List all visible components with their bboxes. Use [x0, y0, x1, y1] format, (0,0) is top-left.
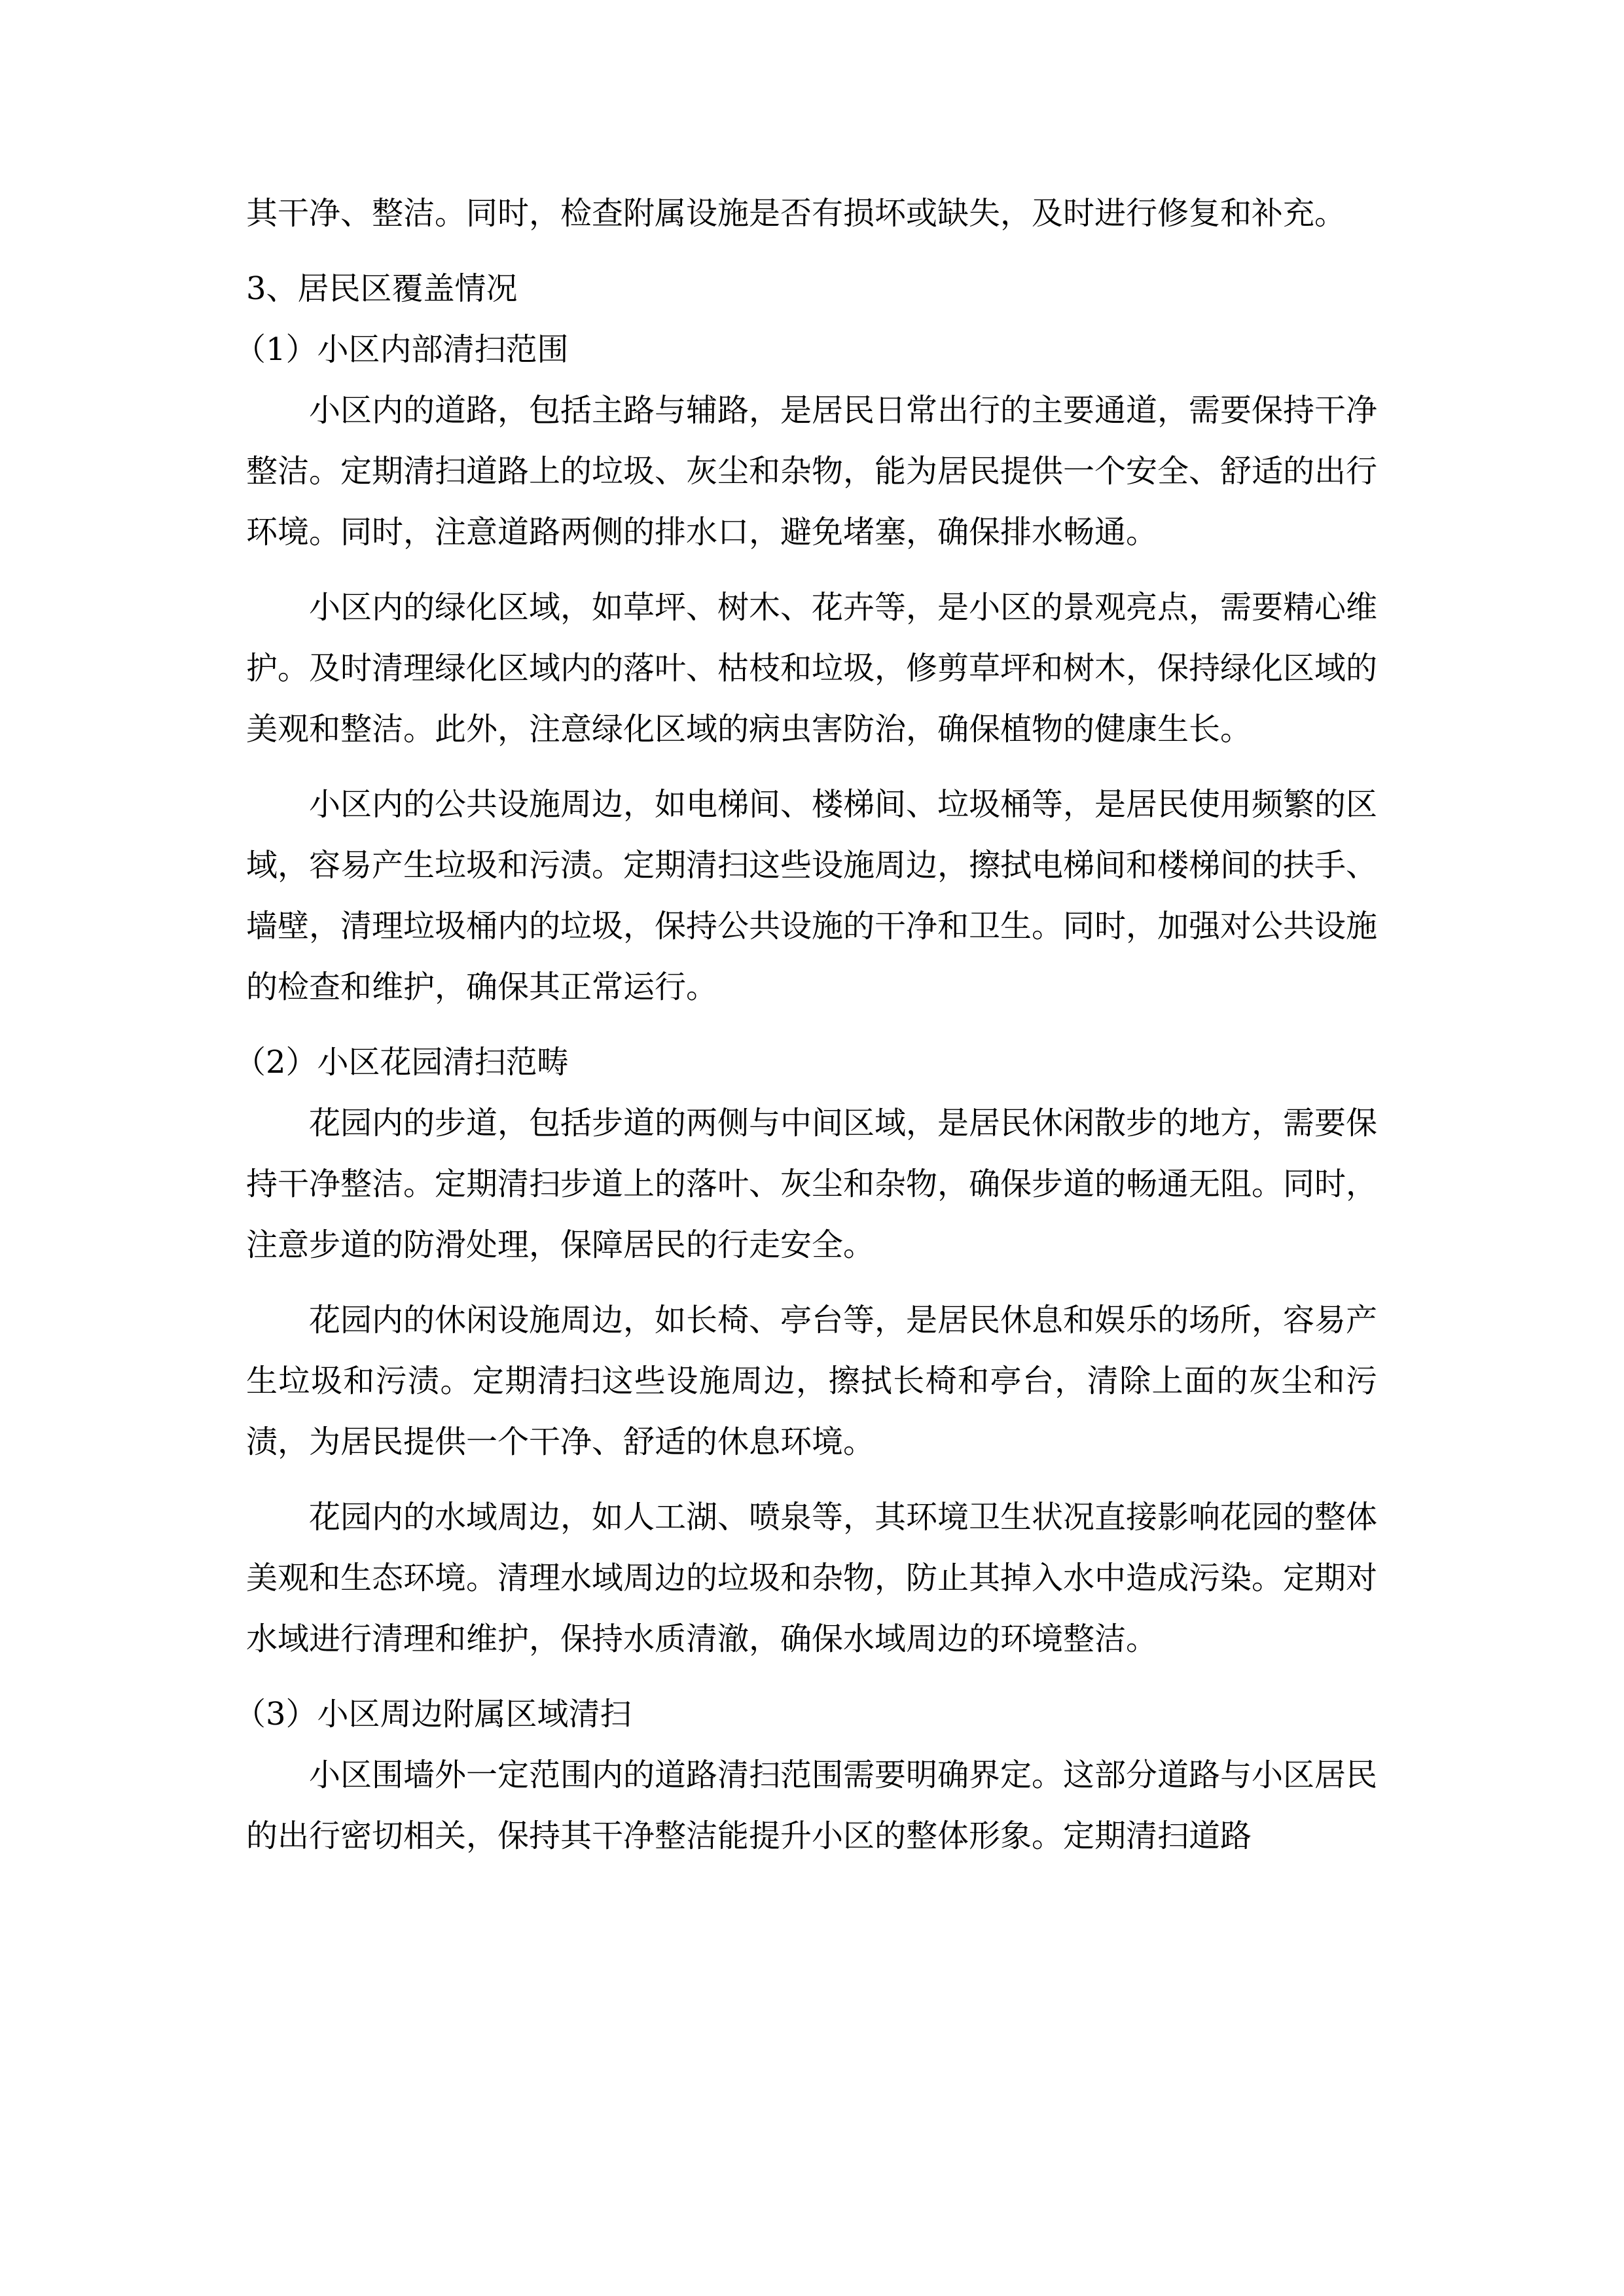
sub1-paragraph-greenery: 小区内的绿化区域，如草坪、树木、花卉等，是小区的景观亮点，需要精心维护。及时清理绿化区域内的落叶、枯枝和垃圾，修剪草坪和树木，保持绿化区域的美观和整洁。此外，注意绿化区域的病虫害防治，确保植物的健康生长。 [246, 589, 1378, 747]
sub3-paragraph-perimeter: 小区围墙外一定范围内的道路清扫范围需要明确界定。这部分道路与小区居民的出行密切相关，保持其干净整洁能提升小区的整体形象。定期清扫道路 [246, 1757, 1378, 1854]
subsection-2-heading: （2）小区花园清扫范畴 [234, 1044, 569, 1081]
sub2-paragraph-leisure: 花园内的休闲设施周边，如长椅、亭台等，是居民休息和娱乐的场所，容易产生垃圾和污渍。定期清扫这些设施周边，擦拭长椅和亭台，清除上面的灰尘和污渍，为居民提供一个干净、舒适的休息环境。 [246, 1302, 1378, 1460]
subsection-3-heading: （3）小区周边附属区域清扫 [234, 1696, 632, 1732]
sub1-paragraph-roads: 小区内的道路，包括主路与辅路，是居民日常出行的主要通道，需要保持干净整洁。定期清扫道路上的垃圾、灰尘和杂物，能为居民提供一个安全、舒适的出行环境。同时，注意道路两侧的排水口，避免堵塞，确保排水畅通。 [246, 392, 1378, 550]
subsection-1-heading: （1）小区内部清扫范围 [234, 331, 569, 368]
sub1-paragraph-facilities: 小区内的公共设施周边，如电梯间、楼梯间、垃圾桶等，是居民使用频繁的区域，容易产生垃圾和污渍。定期清扫这些设施周边，擦拭电梯间和楼梯间的扶手、墙壁，清理垃圾桶内的垃圾，保持公共设施的干净和卫生。同时，加强对公共设施的检查和维护，确保其正常运行。 [246, 786, 1378, 1005]
intro-continuation-paragraph: 其干净、整洁。同时，检查附属设施是否有损坏或缺失，及时进行修复和补充。 [246, 195, 1346, 232]
sub2-paragraph-water: 花园内的水域周边，如人工湖、喷泉等，其环境卫生状况直接影响花园的整体美观和生态环境。清理水域周边的垃圾和杂物，防止其掉入水中造成污染。定期对水域进行清理和维护，保持水质清澈，确保水域周边的环境整洁。 [246, 1499, 1378, 1657]
sub2-paragraph-walkways: 花园内的步道，包括步道的两侧与中间区域，是居民休闲散步的地方，需要保持干净整洁。定期清扫步道上的落叶、灰尘和杂物，确保步道的畅通无阻。同时，注意步道的防滑处理，保障居民的行走安全。 [246, 1105, 1378, 1263]
section-3-heading: 3、居民区覆盖情况 [246, 270, 518, 307]
document-page [234, 183, 1378, 1881]
